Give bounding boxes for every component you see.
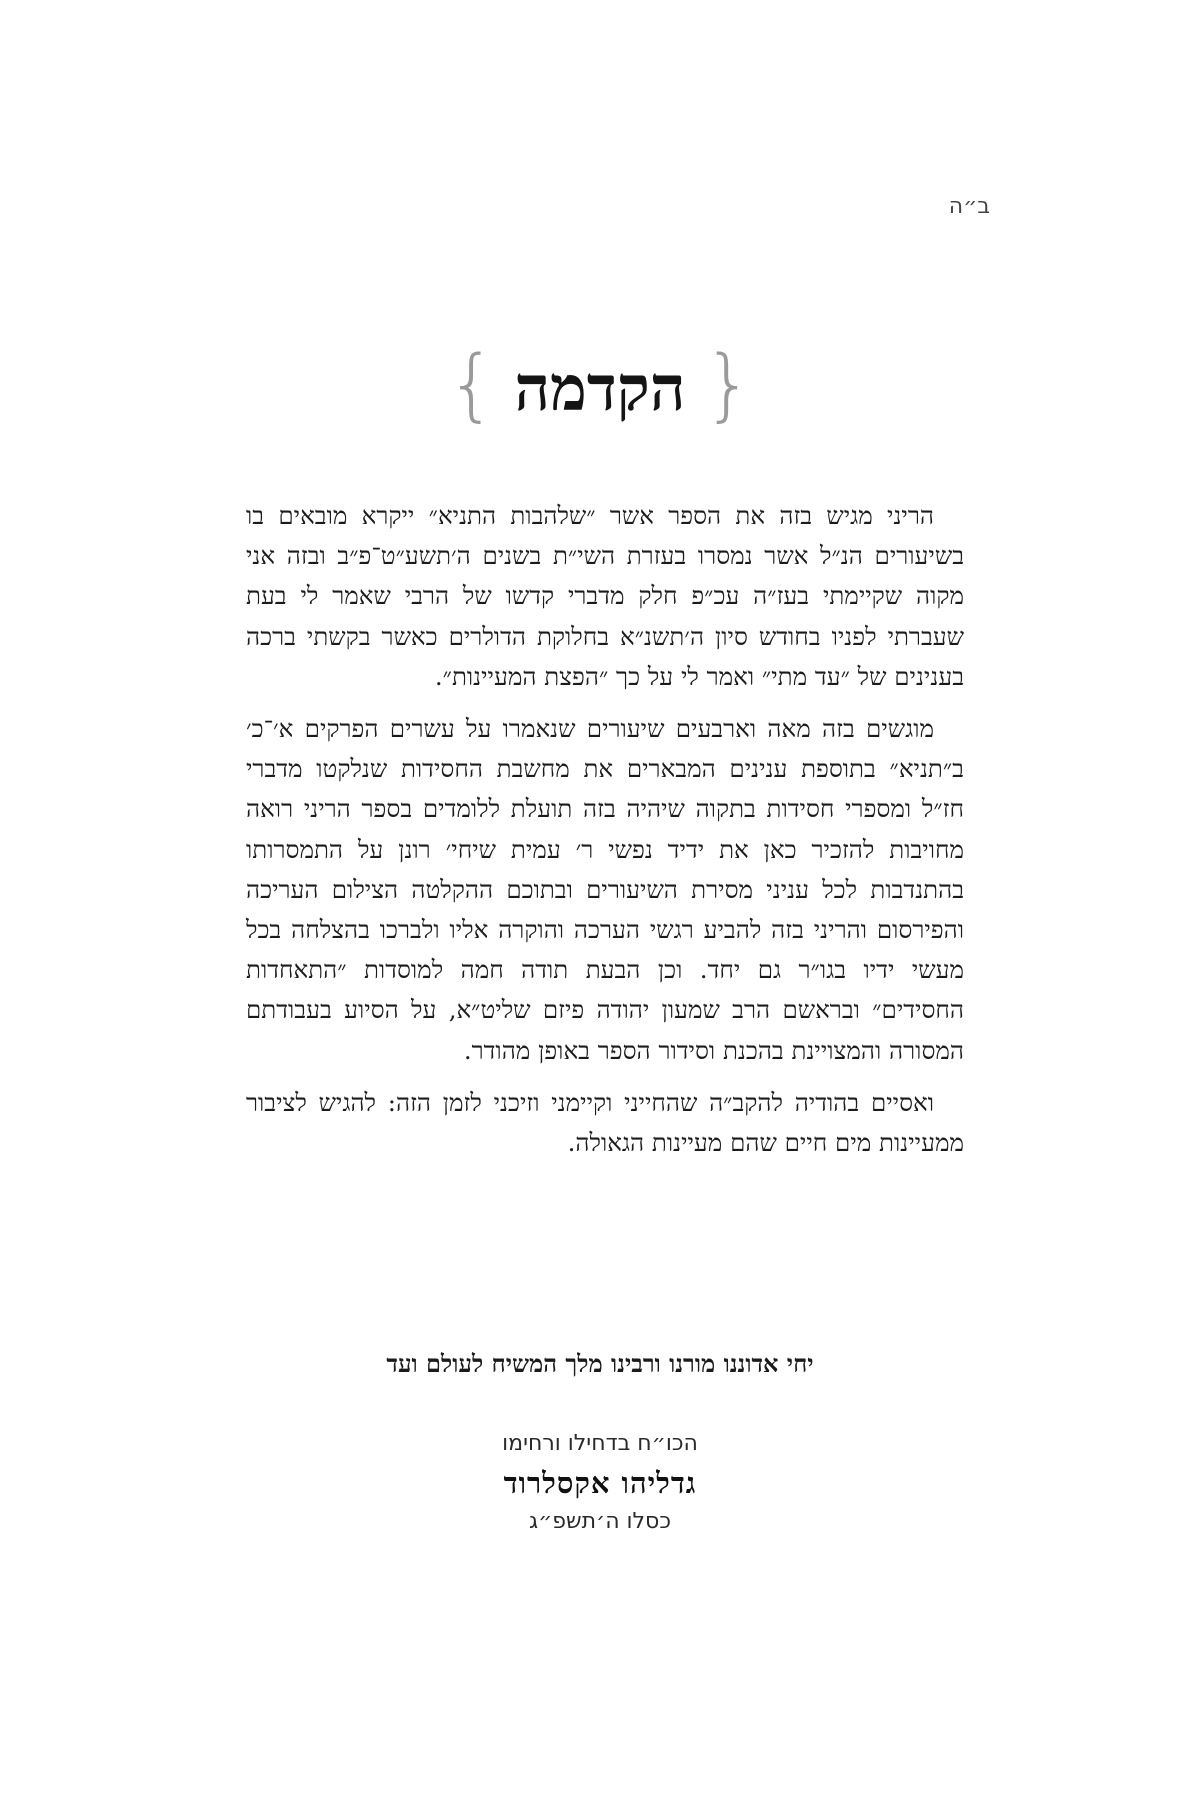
title-block (0, 340, 1200, 430)
title-close-brace: } (446, 340, 497, 430)
signature-date: כסלו ה׳תשפ״ג (529, 1509, 671, 1534)
introduction-body (246, 496, 964, 1175)
paragraph-1: הריני מגיש בזה את הספר אשר ״שלהבות התניא״ ייקרא מובאים בו בשיעורים הנ״ל אשר נמסרו בעזרת השי״ת בשנים ה׳תשע״ט־פ״ב ובזה אני מקוה שקיימתי בעז״ה עכ״פ חלק מדברי קדשו של הרבי שאמר לי בעת שעברתי לפניו בחודש סיון ה׳תשנ״א בחלוקת הדולרים כאשר בקשתי ברכה בענינים של ״עד מתי״ ואמר לי על כך ״הפצת המעיינות״. (246, 501, 964, 691)
signature-intro: הכו״ח בדחילו ורחימו (502, 1431, 698, 1456)
signature-block (0, 1427, 1200, 1539)
title-open-brace: { (703, 340, 754, 430)
signature-name: גדליהו אקסלרוד (503, 1466, 697, 1500)
blessing-line: יחי אדוננו מורנו ורבינו מלך המשיח לעולם ועד (386, 1349, 814, 1378)
corner-mark: ב״ה (948, 194, 990, 219)
page-title: הקדמה (514, 352, 686, 425)
paragraph-3: ואסיים בהודיה להקב״ה שהחייני וקיימני וזיכני לזמן הזה: להגיש לציבור ממעיינות מים חיים שהם מעיינות הגאולה. (246, 1087, 964, 1158)
paragraph-2: מוגשים בזה מאה וארבעים שיעורים שנאמרו על עשרים הפרקים א׳־כ׳ ב״תניא״ בתוספת ענינים המבארים את מחשבת החסידות שנלקטו מדברי חז״ל ומספרי חסידות בתקוה שיהיה בזה תועלת ללומדים בספר הריני רואה מחויבות להזכיר כאן את ידיד נפשי ר׳ עמית שיחי׳ רונן על התמסרותו בהתנדבות לכל עניני מסירת השיעורים ובתוכם ההקלטה הצילום העריכה והפירסום והריני בזה להביע רגשי הערכה והוקרה אליו ולברכו בהצלחה בכל מעשי ידיו בגו״ר גם יחד. וכן הבעת תודה חמה למוסדות ״התאחדות החסידים״ ובראשם הרב שמעון יהודה פיזם שליט״א, על הסיוע בעבודתם המסורה והמצויינת בהכנת וסידור הספר באופן מהודר. (246, 714, 964, 1065)
